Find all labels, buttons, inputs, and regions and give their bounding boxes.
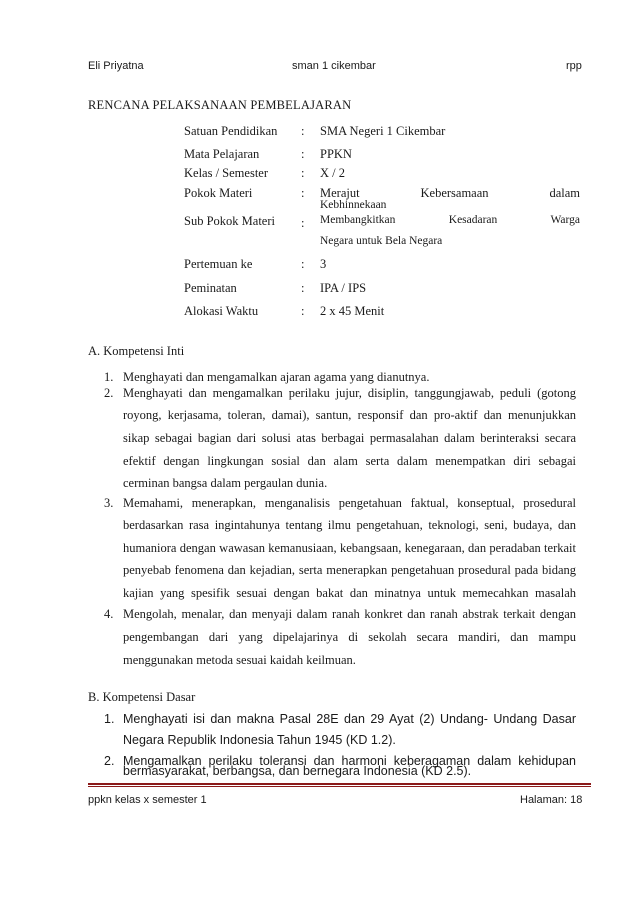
- info-colon: :: [301, 257, 305, 271]
- ki-text: Memahami, menerapkan, menganalisis pengetahuan faktual, konseptual, prosedural: [123, 496, 576, 510]
- header-school: sman 1 cikembar: [292, 60, 376, 72]
- footer-rule-thin: [88, 786, 591, 787]
- info-colon: :: [301, 186, 305, 200]
- ki-text: menggunakan metoda sesuai kaidah keilmuan.: [123, 653, 356, 667]
- info-value-cont: Kebhinnekaan: [320, 199, 387, 211]
- info-label: Satuan Pendidikan: [184, 124, 278, 138]
- info-label: Mata Pelajaran: [184, 147, 260, 161]
- ki-text: Mengolah, menalar, dan menyaji dalam ranah konkret dan ranah abstrak terkait dengan: [123, 607, 576, 621]
- info-label: Alokasi Waktu: [184, 304, 259, 318]
- info-label: Pokok Materi: [184, 186, 253, 200]
- info-value: 2 x 45 Menit: [320, 304, 385, 318]
- kd-number: 2.: [104, 754, 115, 768]
- info-value: SMA Negeri 1 Cikembar: [320, 124, 446, 138]
- section-a-heading: A. Kompetensi Inti: [88, 344, 185, 358]
- kd-number: 1.: [104, 712, 115, 726]
- info-value-cont: Negara untuk Bela Negara: [320, 235, 443, 247]
- ki-number: 4.: [104, 607, 114, 621]
- footer-course: ppkn kelas x semester 1: [88, 794, 207, 806]
- info-colon: :: [301, 281, 305, 295]
- ki-text: cerminan bangsa dalam pergaulan dunia.: [123, 476, 328, 490]
- info-label: Peminatan: [184, 281, 237, 295]
- info-value: Membangkitkan Kesadaran Warga: [320, 214, 580, 226]
- ki-text: royong, kerjasama, toleran, damai), santun, responsif dan pro-aktif dan menunjukkan: [123, 408, 576, 422]
- info-label: Sub Pokok Materi: [184, 214, 275, 228]
- ki-text: penyebab fenomena dan kejadian, serta menerapkan pengetahuan prosedural pada bidang: [123, 563, 576, 577]
- footer-page-number: Halaman: 18: [520, 794, 583, 806]
- info-colon: :: [301, 216, 305, 230]
- header-author: Eli Priyatna: [88, 60, 144, 72]
- ki-text: efektif dengan lingkungan sosial dan alam serta dalam menempatkan diri sebagai: [123, 454, 576, 468]
- info-value: Merajut Kebersamaan dalam: [320, 186, 580, 200]
- info-value: X / 2: [320, 166, 345, 180]
- info-colon: :: [301, 304, 305, 318]
- ki-text: humaniora dengan wawasan kemanusiaan, kebangsaan, kenegaraan, dan peradaban terkait: [123, 541, 576, 555]
- ki-text: sikap sebagai bagian dari solusi atas berbagai permasalahan dalam berinteraksi secara: [123, 431, 576, 445]
- footer-rule: [88, 783, 591, 785]
- info-value: IPA / IPS: [320, 281, 367, 295]
- kd-text: Negara Republik Indonesia Tahun 1945 (KD 1.2).: [123, 733, 396, 747]
- info-value: 3: [320, 257, 327, 271]
- info-label: Pertemuan ke: [184, 257, 253, 271]
- kd-text: Menghayati isi dan makna Pasal 28E dan 29 Ayat (2) Undang- Undang Dasar: [123, 712, 576, 726]
- kd-text: Mengamalkan perilaku toleransi dan harmoni keberagaman dalam kehidupan: [123, 754, 576, 768]
- info-colon: :: [301, 147, 305, 161]
- kd-text: bermasyarakat, berbangsa, dan bernegara Indonesia (KD 2.5).: [123, 764, 472, 778]
- info-colon: :: [301, 124, 305, 138]
- ki-text: berdasarkan rasa ingintahunya tentang ilmu pengetahuan, teknologi, seni, budaya, dan: [123, 518, 576, 532]
- info-colon: :: [301, 166, 305, 180]
- section-b-heading: B. Kompetensi Dasar: [88, 690, 196, 704]
- info-label: Kelas / Semester: [184, 166, 269, 180]
- ki-text: Menghayati dan mengamalkan ajaran agama yang dianutnya.: [123, 370, 430, 384]
- ki-text: pengembangan dari yang dipelajarinya di sekolah secara mandiri, dan mampu: [123, 630, 576, 644]
- document-title: RENCANA PELAKSANAAN PEMBELAJARAN: [88, 98, 352, 112]
- ki-number: 3.: [104, 496, 114, 510]
- info-value: PPKN: [320, 147, 352, 161]
- ki-number: 1.: [104, 370, 114, 384]
- header-doc-type: rpp: [566, 60, 582, 72]
- ki-number: 2.: [104, 386, 114, 400]
- ki-text: kajian yang spesifik sesuai dengan bakat dan minatnya untuk memecahkan masalah: [123, 586, 576, 600]
- ki-text: Menghayati dan mengamalkan perilaku jujur, disiplin, tanggungjawab, peduli (gotong: [123, 386, 576, 400]
